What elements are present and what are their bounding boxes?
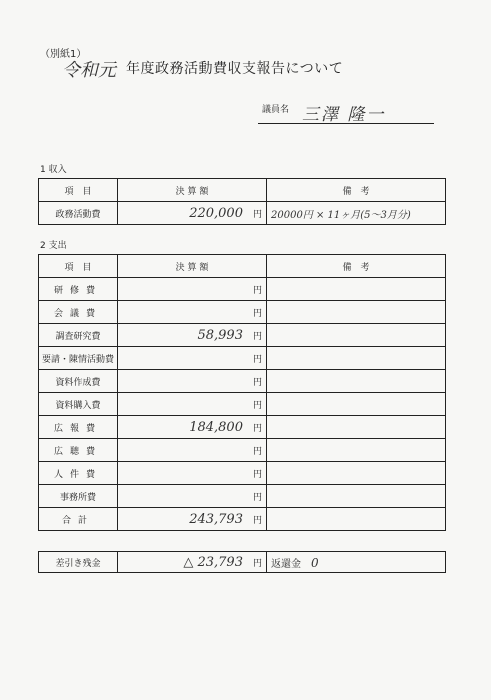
- yen-unit: 円: [252, 285, 262, 296]
- expense-item: 合計: [39, 508, 118, 531]
- expense-note: [267, 508, 446, 531]
- yen-unit: 円: [252, 400, 262, 411]
- yen-unit: 円: [252, 469, 262, 480]
- yen-unit: 円: [252, 354, 262, 365]
- expense-amount-cell: [118, 393, 267, 416]
- expenditure-row: [39, 278, 446, 301]
- income-amount-cell: [118, 202, 267, 225]
- appendix-label: （別紙1）: [40, 49, 87, 60]
- page-title: 年度政務活動費収支報告について: [126, 61, 344, 77]
- expense-amount-cell: [118, 416, 267, 439]
- expense-item: 広報費: [39, 416, 118, 439]
- yen-unit: 円: [252, 308, 262, 319]
- expense-amount: 243,793: [189, 511, 243, 527]
- expense-amount-cell: [118, 347, 267, 370]
- expense-note: [267, 393, 446, 416]
- expense-item: 人件費: [39, 462, 118, 485]
- expense-note: [267, 439, 446, 462]
- expense-item: 資料購入費: [39, 393, 118, 416]
- balance-row: [39, 552, 446, 573]
- expense-note: [267, 278, 446, 301]
- expense-amount-cell: [118, 485, 267, 508]
- expense-amount-cell: [118, 462, 267, 485]
- expenditure-row: [39, 416, 446, 439]
- expenditure-row: [39, 370, 446, 393]
- expense-note: [267, 324, 446, 347]
- expense-item: 研修費: [39, 278, 118, 301]
- header-note: 備 考: [267, 255, 446, 278]
- expenditure-table: [38, 254, 446, 531]
- expense-item: 広聴費: [39, 439, 118, 462]
- header-note: 備 考: [267, 179, 446, 202]
- expense-note: [267, 370, 446, 393]
- expenditure-row: [39, 439, 446, 462]
- expense-amount-cell: [118, 301, 267, 324]
- expenditure-row: [39, 301, 446, 324]
- balance-amount: △ 23,793: [183, 554, 243, 570]
- member-name-signature: 三澤 隆一: [302, 105, 386, 125]
- expense-item: 調査研究費: [39, 324, 118, 347]
- expense-note: [267, 347, 446, 370]
- expense-item: 資料作成費: [39, 370, 118, 393]
- balance-table: [38, 551, 446, 573]
- yen-unit: 円: [252, 209, 262, 220]
- expenditure-row: [39, 324, 446, 347]
- yen-unit: 円: [252, 331, 262, 342]
- yen-unit: 円: [252, 515, 262, 526]
- expense-amount-cell: [118, 278, 267, 301]
- expenditure-row: [39, 485, 446, 508]
- expenditure-row: [39, 462, 446, 485]
- income-amount: 220,000: [189, 205, 243, 221]
- yen-unit: 円: [252, 492, 262, 503]
- header-item: 項 目: [39, 255, 118, 278]
- expenditure-row: [39, 508, 446, 531]
- income-table: [38, 178, 446, 225]
- header-amount: 決 算 額: [118, 179, 267, 202]
- expense-note: [267, 416, 446, 439]
- member-label: 議員名: [262, 105, 290, 115]
- expense-note: [267, 301, 446, 324]
- income-section-label: 1 収入: [40, 165, 67, 175]
- expense-amount: 58,993: [197, 327, 243, 343]
- era-handwritten: 令和元: [62, 60, 116, 81]
- refund-value: 0: [311, 555, 319, 570]
- refund-cell: [267, 552, 446, 573]
- expense-note: [267, 462, 446, 485]
- income-item: 政務活動費: [39, 202, 118, 225]
- expense-amount: 184,800: [189, 419, 243, 435]
- signature-line: [258, 123, 434, 124]
- expenditure-row: [39, 393, 446, 416]
- expense-item: 事務所費: [39, 485, 118, 508]
- yen-unit: 円: [252, 377, 262, 388]
- expense-note: [267, 485, 446, 508]
- income-row: [39, 202, 446, 225]
- expense-amount-cell: [118, 439, 267, 462]
- balance-label: 差引き残金: [39, 552, 118, 573]
- yen-unit: 円: [252, 446, 262, 457]
- expense-amount-cell: [118, 508, 267, 531]
- header-amount: 決 算 額: [118, 255, 267, 278]
- yen-unit: 円: [252, 423, 262, 434]
- header-item: 項 目: [39, 179, 118, 202]
- yen-unit: 円: [252, 558, 262, 569]
- expenditure-section-label: 2 支出: [40, 241, 67, 251]
- expenditure-row: [39, 347, 446, 370]
- expense-item: 要請・陳情活動費: [39, 347, 118, 370]
- expenditure-header-row: [39, 255, 446, 278]
- expense-item: 会議費: [39, 301, 118, 324]
- refund-label: 返還金: [271, 558, 301, 570]
- balance-amount-cell: [118, 552, 267, 573]
- expense-amount-cell: [118, 324, 267, 347]
- income-note: 20000円 × 11ヶ月(5～3月分): [267, 202, 446, 225]
- expense-amount-cell: [118, 370, 267, 393]
- income-header-row: [39, 179, 446, 202]
